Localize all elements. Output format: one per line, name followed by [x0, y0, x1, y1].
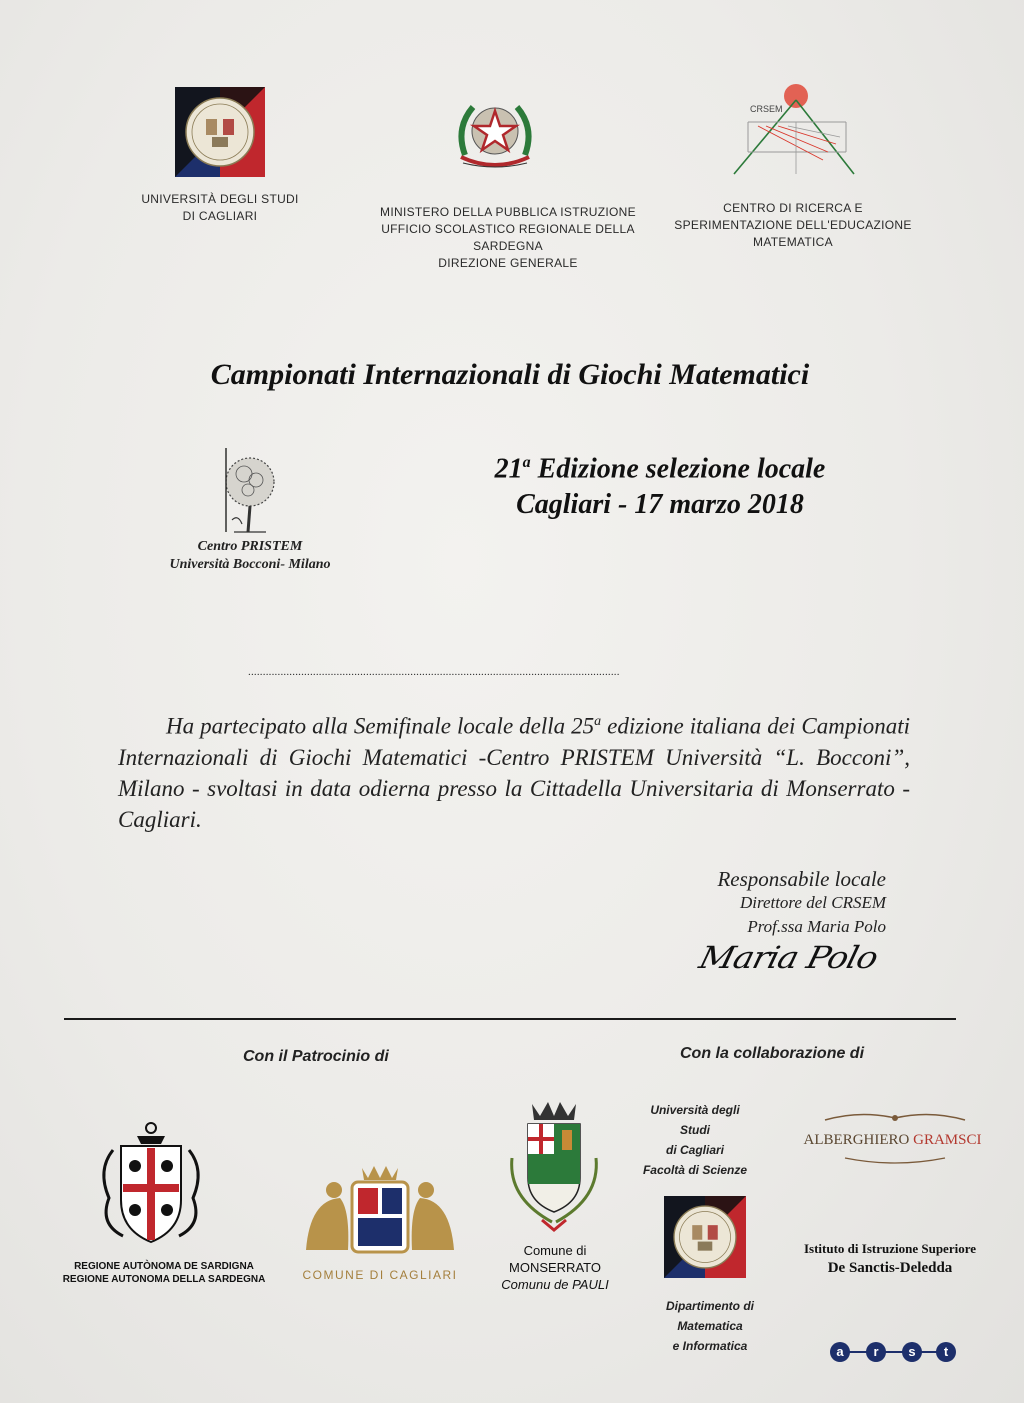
crsem-line2: SPERIMENTAZIONE DELL'EDUCAZIONE: [674, 218, 912, 232]
ministero-line3: SARDEGNA: [473, 239, 543, 253]
dipartimento-line1: Dipartimento di: [665, 1299, 754, 1313]
istituto-line1: Istituto di Istruzione Superiore: [803, 1241, 976, 1256]
alberghiero-word: ALBERGHIERO: [803, 1132, 914, 1148]
collaboration-label: Con la collaborazione di: [680, 1045, 865, 1062]
edition-text: Edizione selezione locale: [530, 453, 826, 485]
regione-line2: REGIONE AUTONOMA DELLA SARDEGNA: [62, 1274, 266, 1285]
arst-letter-r: r: [866, 1342, 886, 1362]
crsem-line3: MATEMATICA: [753, 235, 833, 249]
ministero-line2: UFFICIO SCOLASTICO REGIONALE DELLA: [381, 222, 635, 236]
arst-letter-s: s: [902, 1342, 922, 1362]
unica-name-line1: UNIVERSITÀ DEGLI STUDI: [141, 192, 299, 206]
unica-footer-line3: di Cagliari: [665, 1143, 724, 1157]
comune-cagliari-label: COMUNE DI CAGLIARI: [302, 1268, 458, 1282]
gramsci-word: GRAMSCI: [913, 1132, 982, 1148]
sign-role: Responsabile locale: [717, 867, 886, 891]
arst-letter-a: a: [830, 1342, 850, 1362]
pristem-line2: Università Bocconi- Milano: [169, 557, 331, 572]
monserrato-line2: MONSERRATO: [509, 1260, 601, 1275]
pristem-tree-logo: [214, 444, 284, 536]
edition-sup: a: [522, 454, 531, 471]
italian-emblem-logo: [453, 93, 537, 173]
dipartimento-line3: e Informatica: [672, 1339, 748, 1353]
footer-divider: [64, 1018, 956, 1020]
patronage-label: Con il Patrocinio di: [243, 1048, 389, 1065]
crsem-line1: CENTRO DI RICERCA E: [723, 201, 863, 215]
dipartimento-line2: Matematica: [677, 1319, 743, 1333]
body-sup: a: [594, 714, 602, 729]
regione-line1: REGIONE AUTÒNOMA DE SARDIGNA: [74, 1261, 254, 1272]
crsem-logo-text: CRSEM: [750, 104, 783, 114]
arst-letter-t: t: [936, 1342, 956, 1362]
sign-title: Direttore del CRSEM: [739, 893, 886, 912]
certificate-body: [118, 706, 910, 835]
regione-sardegna-logo: [93, 1120, 209, 1254]
edition-number: 21: [494, 453, 523, 485]
body-part2: edizione italiana dei Campionati Internazionali di Giochi Matematici -Centro PRISTEM Università “L. Bocconi”, Milano - svoltasi in data odierna presso la Cittadella Universitaria di Monserrato - Cagliari.: [118, 713, 910, 832]
ministero-line4: DIREZIONE GENERALE: [438, 256, 578, 270]
ministero-line1: MINISTERO DELLA PUBBLICA ISTRUZIONE: [380, 205, 636, 219]
body-part1: Ha partecipato alla Semifinale locale della 25: [166, 713, 595, 739]
alberghiero-label: [800, 1132, 985, 1149]
certificate-title: Campionati Internazionali di Giochi Matematici: [210, 358, 810, 391]
alberghiero-ornament-bottom: [840, 1152, 950, 1168]
comune-monserrato-logo: [504, 1098, 604, 1234]
unica-footer-line1: Università degli: [650, 1103, 740, 1117]
unica-footer-line2: Studi: [680, 1123, 710, 1137]
unica-footer-line4: Facoltà di Scienze: [642, 1163, 748, 1177]
handwritten-signature: Maria Polo: [695, 940, 882, 976]
monserrato-line3: Comunu de PAULI: [501, 1277, 609, 1292]
sign-name: Prof.ssa Maria Polo: [747, 917, 886, 936]
edition-line: [400, 446, 920, 486]
pristem-line1: Centro PRISTEM: [197, 539, 303, 554]
arst-logo: [830, 1340, 960, 1364]
participant-name-line: ..............................................................................................................................: [248, 666, 620, 678]
monserrato-line1: Comune di: [523, 1243, 587, 1258]
alberghiero-ornament-top: [820, 1108, 970, 1128]
unica-footer-logo: [664, 1196, 746, 1278]
edition-date: Cagliari - 17 marzo 2018: [516, 489, 804, 521]
comune-cagliari-logo: [300, 1160, 460, 1260]
crsem-logo: [728, 82, 858, 178]
istituto-line2: De Sanctis-Deledda: [827, 1260, 953, 1276]
unica-name-line2: DI CAGLIARI: [182, 209, 258, 223]
unica-logo: [175, 87, 265, 177]
